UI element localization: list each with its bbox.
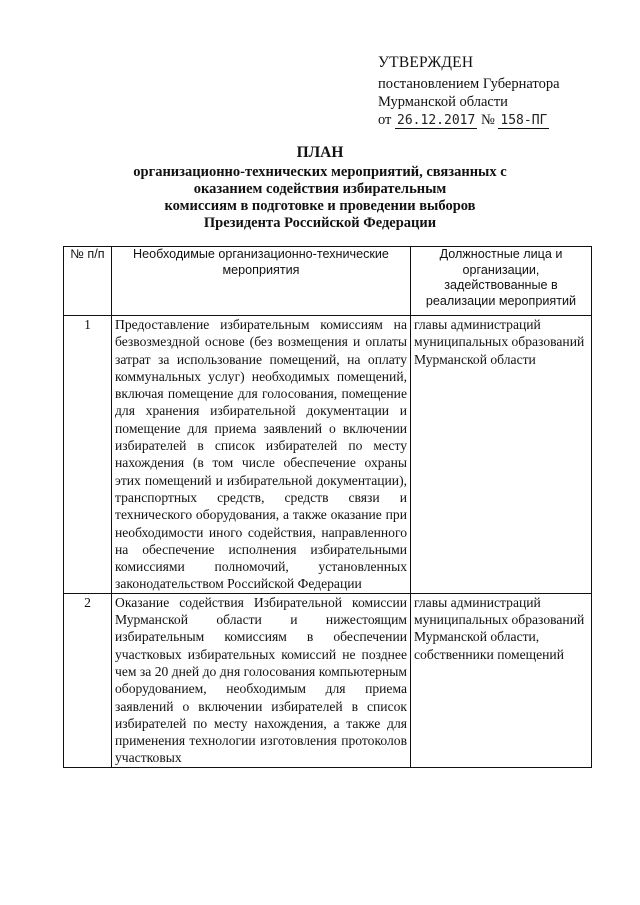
approval-block [378,54,618,130]
date-prefix: от [378,112,392,128]
approval-date: 26.12.2017 [397,113,476,128]
table-header-row [64,247,592,316]
measures-table [63,246,592,768]
row-responsible: главы администраций муниципальных образований Мурманской области [411,316,592,594]
title-line-1: организационно-технических мероприятий, связанных с [133,164,507,180]
row-responsible: главы администраций муниципальных образований Мурманской области, собственники помещений [411,593,592,767]
approval-number: 158-ПГ [500,113,548,128]
approval-heading: УТВЕРЖДЕН [378,54,474,71]
title-line-2: оказанием содействия избирательным [193,181,447,197]
row-measure: Предоставление избирательным комиссиям на безвозмездной основе (без возмещения и оплаты затрат за использование помещений, на оплату коммунальных услуг) необходимых помещений, включая помещение для голосования, помещение для хранения избирательной документации и помещение для приема заявлений о включении избирателей в список избирателей по месту нахождения (в том числе обеспечение охраны этих помещений и избирательной документации), транспортных средств, средств связи и технического оборудования, а также оказание при необходимости иного содействия, направленного на обеспечение исполнения избирательными комиссиями полномочий, установленных законодательством Российской Федерации [112,316,411,594]
title-line-3: комиссиям в подготовке и проведении выборов [164,198,476,214]
approval-signature-line [378,111,618,130]
approval-line-2: Мурманской области [378,94,508,110]
row-number: 2 [64,593,112,767]
approval-line-1: постановлением Губернатора [378,76,560,92]
header-number: № п/п [64,247,112,316]
title-line-4: Президента Российской Федерации [203,215,437,231]
document-title [100,144,540,232]
row-measure: Оказание содействия Избирательной комиссии Мурманской области и нижестоящим избирательным комиссиям в обеспечении участковых избирательных комиссий не позднее чем за 20 дней до дня голосования компьютерным оборудованием, необходимым для приема заявлений о включении избирателей в список избирателей по месту нахождения, а также для применения технологии изготовления протоколов участковых [112,593,411,767]
title-main: ПЛАН [296,144,344,161]
table-row [64,593,592,767]
number-sign: № [480,112,495,128]
header-measures: Необходимые организационно-технические мероприятия [112,247,411,316]
header-responsible: Должностные лица и организации, задействованные в реализации мероприятий [411,247,592,316]
table-row [64,316,592,594]
row-number: 1 [64,316,112,594]
